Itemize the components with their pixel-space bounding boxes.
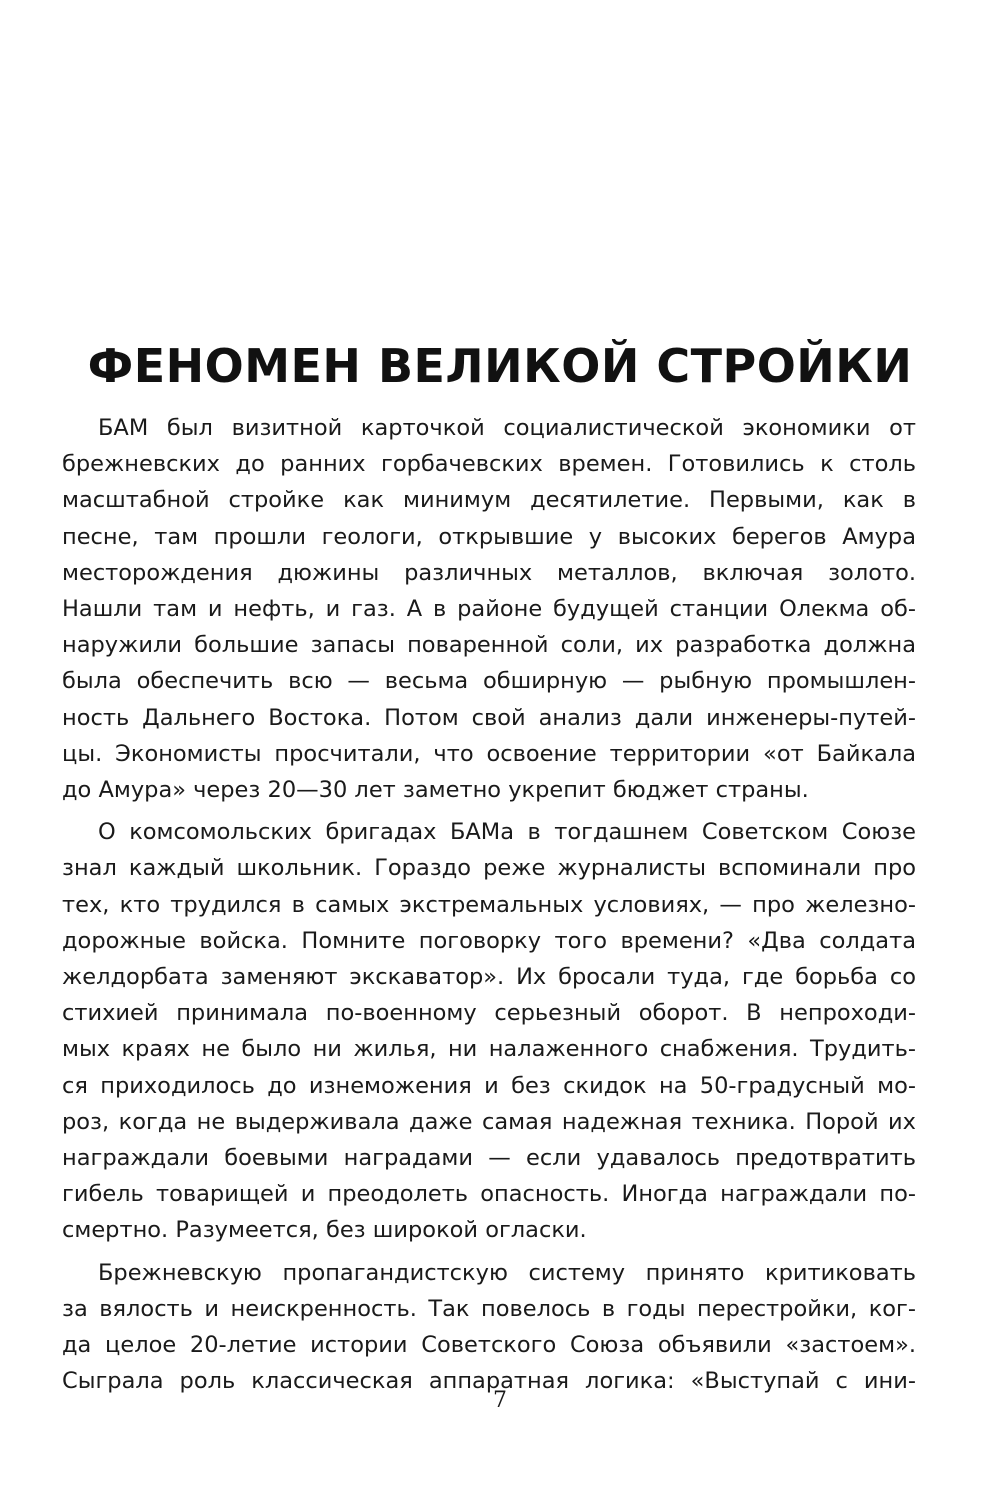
text-line: Нашли там и нефть, и газ. А в районе будущей станции Олекма об- <box>62 596 916 623</box>
text-line: месторождения дюжины различных металлов, включая золото. <box>62 559 916 586</box>
text-line: ся приходилось до изнеможения и без скидок на 50-градусный мо- <box>62 1072 916 1099</box>
text-line: тех, кто трудился в самых экстремальных условиях, — про железно- <box>62 891 916 918</box>
text-line: награждали боевыми наградами — если удавалось предотвратить <box>62 1145 916 1172</box>
text-line: мых краях не было ни жилья, ни налаженного снабжения. Трудить- <box>62 1036 916 1063</box>
body-text <box>62 410 916 1405</box>
text-line: О комсомольских бригадах БАМа в тогдашнем Советском Союзе <box>98 819 916 846</box>
text-line: брежневских до ранних горбачевских времен. Готовились к столь <box>62 451 916 478</box>
text-line: роз, когда не выдерживала даже самая надежная техника. Порой их <box>62 1108 916 1135</box>
text-line: гибель товарищей и преодолеть опасность. Иногда награждали по- <box>62 1181 916 1208</box>
text-line: смертно. Разумеется, без широкой огласки. <box>62 1217 587 1244</box>
text-line: масштабной стройке как минимум десятилетие. Первыми, как в <box>62 487 916 514</box>
text-line: наружили большие запасы поваренной соли, их разработка должна <box>62 632 916 659</box>
text-line: знал каждый школьник. Гораздо реже журналисты вспоминали про <box>62 855 916 882</box>
text-line: желдорбата заменяют экскаватор». Их бросали туда, где борьба со <box>62 964 916 991</box>
text-line: до Амура» через 20—30 лет заметно укрепит бюджет страны. <box>62 777 809 804</box>
chapter-title: ФЕНОМЕН ВЕЛИКОЙ СТРОЙКИ <box>87 339 913 393</box>
text-line: песне, там прошли геологи, открывшие у высоких берегов Амура <box>62 523 916 550</box>
text-line: да целое 20-летие истории Советского Союза объявили «застоем». <box>62 1332 916 1359</box>
text-line: дорожные войска. Помните поговорку того времени? «Два солдата <box>62 927 916 954</box>
text-line: ность Дальнего Востока. Потом свой анализ дали инженеры-путей- <box>62 704 916 731</box>
paragraph-2 <box>62 814 916 1248</box>
text-line: была обеспечить всю — весьма обширную — рыбную промышлен- <box>62 668 916 695</box>
paragraph-1 <box>62 410 916 808</box>
paragraph-3 <box>62 1255 916 1400</box>
text-line: Сыграла роль классическая аппаратная логика: «Выступай с ини- <box>62 1368 916 1395</box>
page-number: 7 <box>493 1388 507 1413</box>
text-line: цы. Экономисты просчитали, что освоение территории «от Байкала <box>62 740 916 767</box>
text-line: Брежневскую пропагандистскую систему принято критиковать <box>98 1259 916 1286</box>
text-line: стихией принимала по-военному серьезный оборот. В непроходи- <box>62 1000 916 1027</box>
text-line: БАМ был визитной карточкой социалистической экономики от <box>98 415 916 441</box>
text-line: за вялость и неискренность. Так повелось в годы перестройки, ког- <box>62 1295 916 1322</box>
